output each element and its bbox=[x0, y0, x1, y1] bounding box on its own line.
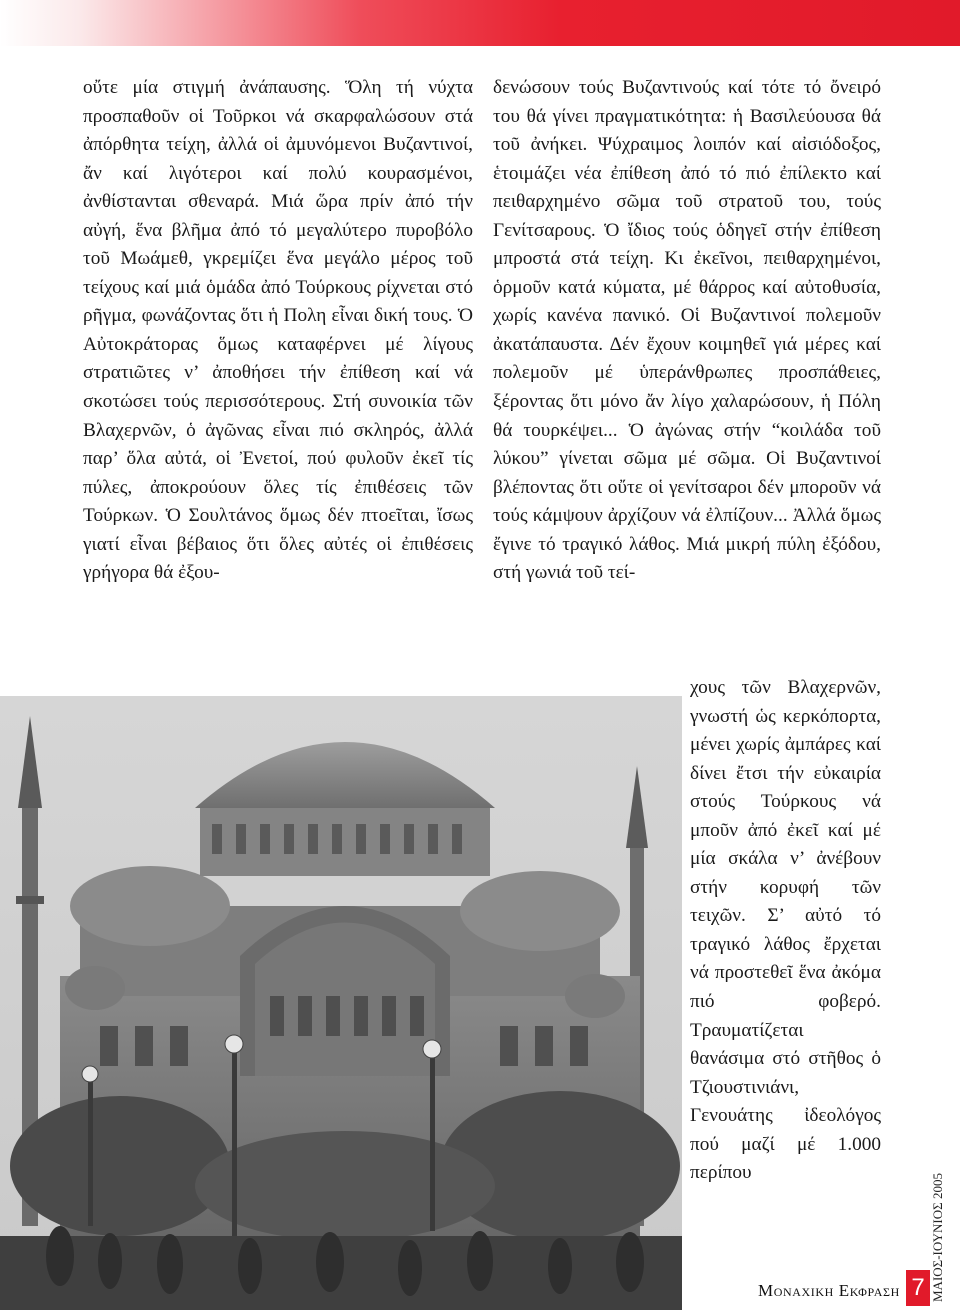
page-number: 7 bbox=[906, 1270, 930, 1306]
header-accent-bar bbox=[0, 0, 960, 46]
issue-date-text: ΜΑΙΟΣ-ΙΟΥΝΙΟΣ 2005 bbox=[930, 1173, 945, 1302]
article-text: δενώσουν τούς Βυζαντινούς καί τότε τό ὄνειρό του θά γίνει πραγματικότητα: ἡ Βασιλεύουσα θά τοῦ ἀνήκει. Ψύχραιμος λοιπόν καί αἰσιόδοξος, ἑτοιμάζει νέα ἐπίθεση ἀπό τό πιό ἐπίλεκτο καί πειθαρχημένο σῶμα τοῦ στρατοῦ του, τούς Γενίτσαρους. Ὁ ἴδιος τούς ὁδηγεῖ στήν ἐπίθεση μπροστά στά τείχη. Κι ἐκεῖνοι, πειθαρχημένοι, ὁρμοῦν κατά κύματα, μέ θάρρος καί αὐτοθυσία, χωρίς κανένα πανικό. Οἱ Βυζαντινοί πολεμοῦν ἀκατάπαυστα. Δέν ἔχουν κοιμηθεῖ γιά μέρες καί πολεμοῦν μέ ὑπεράνθρωπες προσπάθειες, ξέροντας ὅτι μόνο ἄν λίγο χαλαρώσουν, ἡ Πόλη θά τουρκέψει... Ὁ ἀγώνας στήν “κοιλάδα τοῦ λύκου” γίνεται σῶμα μέ σῶμα. Οἱ Βυζαντινοί βλέποντας ὅτι οὔτε οἱ γενίτσαροι δέν μποροῦν νά τούς κάμψουν ἀρχίζουν νά ἐλπίζουν... Ἀλλά ὅμως ἔγινε τό τραγικό λάθος. Μιά μικρή πύλη ἐξόδου, στή γωνιά τοῦ τεί- bbox=[493, 77, 881, 584]
article-column-right-narrow bbox=[690, 674, 881, 1188]
article-text: οὔτε μία στιγμή ἀνάπαυσης. Ὅλη τή νύχτα προσπαθοῦν οἱ Τοῦρκοι νά σκαρφαλώσουν στά ἀπόρθητα τείχη, ἀλλά οἱ ἀμυνόμενοι Βυζαντινοί, ἄν καί λιγότεροι καί πολύ κουρασμένοι, ἀνθίστανται σθεναρά. Μιά ὥρα πρίν ἀπό τήν αὐγή, ἕνα βλῆμα ἀπό τό μεγαλύτερο πυροβόλο τοῦ Μωάμεθ, γκρεμίζει ἕνα μεγάλο μέρος τοῦ τείχους καί μιά ὁμάδα ἀπό Τούρκους ρίχνεται στό ρῆγμα, φωνάζοντας ὅτι ἡ Πολη εἶναι δική τους. Ὁ Αὐτοκράτορας ὅμως καταφέρνει μέ λίγους στρατιῶτες ν’ ἀποθήσει τήν ἐπίθεση καί νά σκοτώσει τούς περισσότερους. Στή συνοικία τῶν Βλαχερνῶν, ὁ ἀγῶνας εἶναι πιό σκληρός, ἀλλά παρ’ ὅλα αὐτά, οἱ Ἐνετοί, πού φυλοῦν ἐκεῖ τίς πύλες, ἀποκρούουν ὅλες τίς ἐπιθέσεις τῶν Τούρκων. Ὁ Σουλτάνος ὅμως δέν πτοεῖται, ἴσως γιατί εἶναι βέβαιος ὅτι ὅλες αὐτές οἱ ἐπιθέσεις γρήγορα θά ἐξου- bbox=[83, 77, 473, 584]
magazine-name: Μοναχικη Εκφραση bbox=[758, 1281, 900, 1300]
article-column-right bbox=[493, 74, 881, 588]
article-text: χους τῶν Βλαχερνῶν, γνωστή ὡς κερκόπορτα, μένει χωρίς ἀμπάρες καί δίνει ἔτσι τήν εὐκαιρία στούς Τούρκους νά μποῦν ἀπό ἐκεῖ καί μέ μία σκάλα ν’ ἀνέβουν στήν κορυφή τῶν τειχῶν. Σ’ αὐτό τό τραγικό λάθος ἔρχεται νά προστεθεῖ ἕνα ἀκόμα πιό φοβερό. Τραυματίζεται θανάσιμα στό στῆθος ὁ Τζιουστινιάνι, Γενουάτης ἰδεολόγος πού μαζί μέ 1.000 περίπου bbox=[690, 677, 881, 1184]
article-column-left bbox=[83, 74, 473, 588]
hagia-sophia-photo bbox=[0, 696, 682, 1310]
